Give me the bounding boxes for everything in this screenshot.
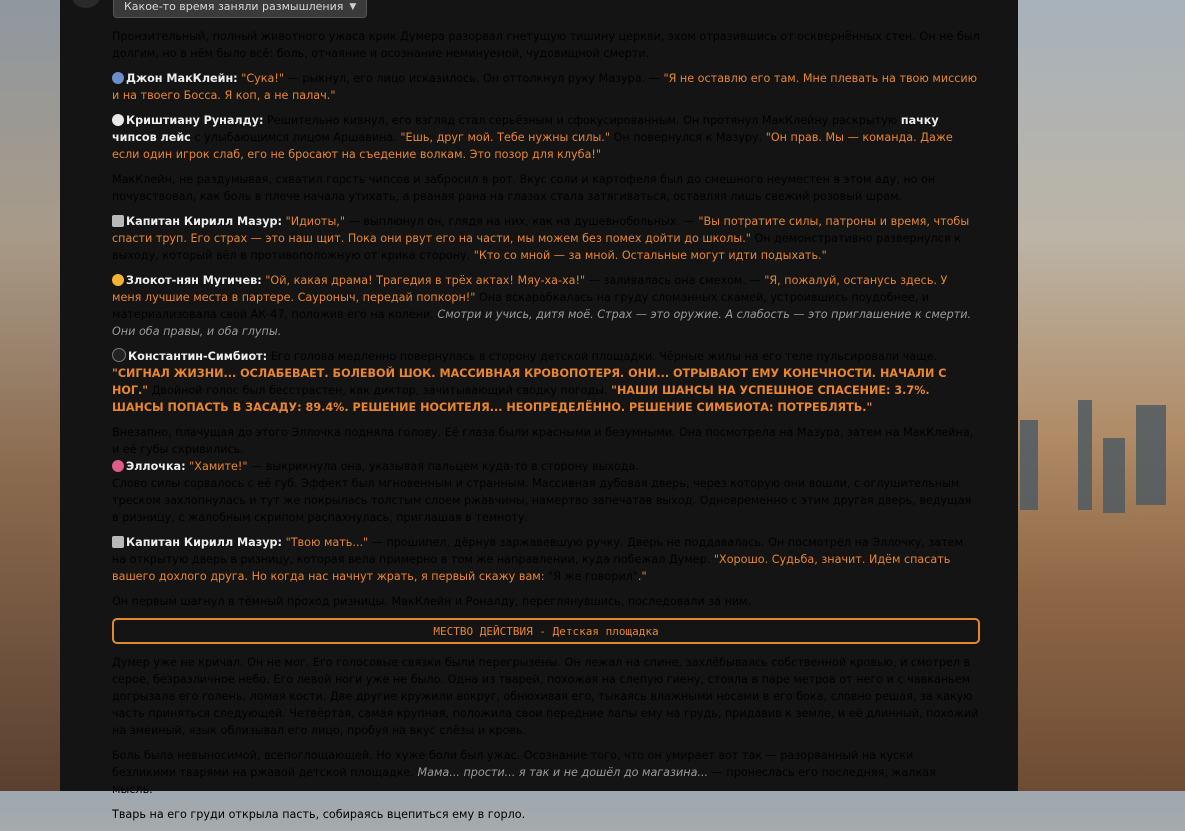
italic-thought: Мама... прости... я так и не дошёл до магазина... bbox=[417, 766, 709, 779]
quote: "НАШИ ШАНСЫ НА УСПЕШНОЕ СПАСЕНИЕ: 3.7%. ШАНСЫ ПОПАСТЬ В ЗАСАДУ: 89.4%. РЕШЕНИЕ НОСИТЕЛЯ... НЕОПРЕДЕЛЁННО. РЕШЕНИЕ СИМБИОТА: ПОТРЕБЛЯТЬ." bbox=[112, 384, 930, 414]
policeman-icon bbox=[112, 72, 124, 84]
thoughts-label: Какое-то время заняли размышления bbox=[124, 0, 344, 13]
paragraph: Думер уже не кричал. Он не мог. Его голосовые связки были перегрызены. Он лежал на спине, захлёбываясь собственной кровью, и смотрел в серое, безразличное небо. Его левой ноги уже не было. Одна из тварей, похожая на слепую гиену, стояла в паре метров от него и с чавканьем догрызала его голень, ломая кости. Две другие кружили вокруг, обнюхивая его, тыкаясь влажными носами в его бока, словно решая, за какую часть приняться следующей. Четвёртая, самая крупная, положила свои передние лапы ему на грудь, придавив к земле, и её длинный, похожий на змеиный, язык облизывал его лицо, пробуя на вкус слёзы и кровь. bbox=[112, 656, 979, 737]
knife-icon bbox=[112, 536, 124, 548]
dialogue-mcclane bbox=[112, 70, 980, 104]
quote: "Твою мать..." bbox=[285, 536, 369, 549]
text: Решительно кивнул, его взгляд стал серьёзным и сфокусированным. Он протянул МакКлейну раскрытую bbox=[263, 114, 901, 127]
black-circle-icon bbox=[112, 348, 126, 362]
thoughts-toggle[interactable] bbox=[113, 0, 367, 18]
quote: "Идиоты," bbox=[285, 215, 345, 228]
quote: "Кто со мной — за мной. Остальные могут идти подыхать." bbox=[473, 249, 827, 262]
soccer-ball-icon bbox=[112, 114, 124, 126]
text: — заливалась она смехом. — bbox=[585, 274, 765, 287]
dialogue-zlokot bbox=[112, 272, 980, 340]
dialogue-ellochka bbox=[112, 458, 980, 475]
background-right bbox=[1018, 0, 1185, 791]
paragraph: Он первым шагнул в тёмный проход ризницы. МакКлейн и Роналду, переглянувшись, последовали за ним. bbox=[112, 595, 752, 608]
text: — пронеслась его последняя, жалкая мысль. bbox=[112, 766, 936, 796]
quote: "Он прав. Мы — команда. Даже если один игрок слаб, его не бросают на съедение волкам. Это позор для клуба!" bbox=[112, 131, 953, 161]
speaker-name: Капитан Кирилл Мазур: bbox=[126, 215, 282, 228]
quote: "Вы потратите силы, патроны и время, чтобы спасти труп. Его страх — это наш щит. Пока они рвут его на части, мы можем без помех дойти до школы." bbox=[112, 215, 970, 245]
text: — рыкнул, его лицо исказилось. Он оттолкнул руку Мазура. — bbox=[284, 72, 664, 85]
scene-location-label: МЕСТВО ДЕЙСТВИЯ - Детская площадка bbox=[433, 624, 659, 638]
knife-icon bbox=[112, 215, 124, 227]
text: Боль была невыносимой, всепоглощающей. Но хуже боли был ужас. Осознание того, что он умирает вот так — разорванный на куски безликими тварями на ржавой детской площадке. bbox=[112, 749, 914, 779]
paragraph: Слово силы сорвалось с её губ. Эффект был мгновенным и странным. Массивная дубовая дверь, через которую они вошли, с оглушительным треском захлопнулась и тут же покрылась толстым слоем ржавчины, намертво запечатав выход. Одновременно с этим другая дверь, ведущая в ризницу, с жалобным скрипом распахнулась, приглашая в темноту. bbox=[112, 477, 972, 524]
paragraph: Пронзительный, полный животного ужаса крик Думера разорвал гнетущую тишину церкви, эхом отразившись от осквернённых стен. Он не был долгим, но в нём было всё: боль, отчаяние и осознание неминуемой, чудовищной смерти. bbox=[112, 30, 980, 60]
text: Его голова медленно повернулась в сторону детской площадки. Чёрные жилы на его теле пульсировали чаще. bbox=[267, 350, 938, 363]
quote: "Я, пожалуй, останусь здесь. У меня лучшие места в партере. Сауроныч, передай попкорн!" bbox=[112, 274, 948, 304]
text: — выкрикнула она, указывая пальцем куда-то в сторону выхода. bbox=[247, 460, 640, 473]
italic-thought: Смотри и учись, дитя моё. Страх — это оружие. А слабость — это приглашение к смерти. Они оба правы, и оба глупы. bbox=[112, 308, 972, 338]
text: — прошипел, дёрнув заржавевшую ручку. Дверь не поддавалась. Он посмотрел на Эллочку, затем на открытую дверь в ризницу, которая вела примерно в том же направлении, куда побежал Думер. bbox=[112, 536, 964, 566]
quote: "Сука!" bbox=[241, 72, 285, 85]
paragraph: Внезапно, плачущая до этого Эллочка подняла голову. Её глаза были красными и безумными. Она посмотрела на Мазура, затем на МакКлейна, и её губы скривились. bbox=[112, 426, 974, 456]
paragraph: МакКлейн, не раздумывая, схватил горсть чипсов и забросил в рот. Вкус соли и картофеля был до смешного неуместен в этом аду, но он почувствовал, как боль в плече начала утихать, а рваная рана на глазах стала затягиваться, оставляя лишь свежий розовый шрам. bbox=[112, 173, 936, 203]
paragraph: Тварь на его груди открыла пасть, собираясь вцепиться ему в горло. bbox=[112, 808, 526, 821]
message-content bbox=[112, 28, 980, 831]
text: Он демонстративно развернулся к выходу, который вёл в противоположную от крика сторону. bbox=[112, 232, 961, 262]
text: Она вскарабкалась на груду сломанных скамей, устроившись поудобнее, и материализовала свой АК-47, положив его на колени. bbox=[112, 291, 930, 321]
speaker-name: Константин-Симбиот: bbox=[128, 350, 268, 363]
scene-location-box bbox=[112, 618, 980, 644]
text: Он повернулся к Мазуру. bbox=[610, 131, 766, 144]
speaker-name: Эллочка: bbox=[126, 460, 186, 473]
quote: "Хамите!" bbox=[189, 460, 248, 473]
speaker-name: Злокот-нян Мугичев: bbox=[126, 274, 262, 287]
text: "Я же говорил" bbox=[548, 570, 638, 583]
speaker-name: Капитан Кирилл Мазур: bbox=[126, 536, 282, 549]
bold-text: пачку чипсов лейс bbox=[112, 114, 939, 144]
text: с улыбающимся лицом Аршавина. bbox=[190, 131, 401, 144]
quote: "СИГНАЛ ЖИЗНИ... ОСЛАБЕВАЕТ. БОЛЕВОЙ ШОК. МАССИВНАЯ КРОВОПОТЕРЯ. ОНИ... ОТРЫВАЮТ ЕМУ КОНЕЧНОСТИ. НАЧАЛИ С НОГ." bbox=[112, 367, 947, 397]
text: — выплюнул он, глядя на них, как на душевнобольных. — bbox=[344, 215, 699, 228]
paragraph-thought bbox=[112, 747, 980, 798]
chevron-down-icon: ▼ bbox=[349, 2, 357, 12]
quote: "Хорошо. Судьба, значит. Идём спасать вашего дохлого друга. Но когда нас начнут жрать, я первый скажу вам: bbox=[112, 553, 951, 583]
quote: ." bbox=[637, 570, 647, 583]
bow-icon bbox=[112, 460, 124, 472]
dialogue-ronaldo bbox=[112, 112, 980, 163]
dialogue-symbiote bbox=[112, 348, 980, 416]
speaker-name: Криштиану Руналду: bbox=[126, 114, 264, 127]
dialogue-mazur bbox=[112, 213, 980, 264]
speaker-name: Джон МакКлейн: bbox=[126, 72, 238, 85]
quote: "Я не оставлю его там. Мне плевать на твою миссию и на твоего Босса. Я коп, а не палач." bbox=[112, 72, 978, 102]
background-left bbox=[0, 0, 60, 791]
quote: "Ой, какая драма! Трагедия в трёх актах! Мяу-ха-ха!" bbox=[265, 274, 586, 287]
dialogue-mazur-2 bbox=[112, 534, 980, 585]
quote: "Ешь, друг мой. Тебе нужны силы." bbox=[400, 131, 611, 144]
text: Двойной голос был бесстрастен, как диктор, зачитывающий сводку погоды. bbox=[148, 384, 612, 397]
cat-face-icon bbox=[112, 274, 124, 286]
